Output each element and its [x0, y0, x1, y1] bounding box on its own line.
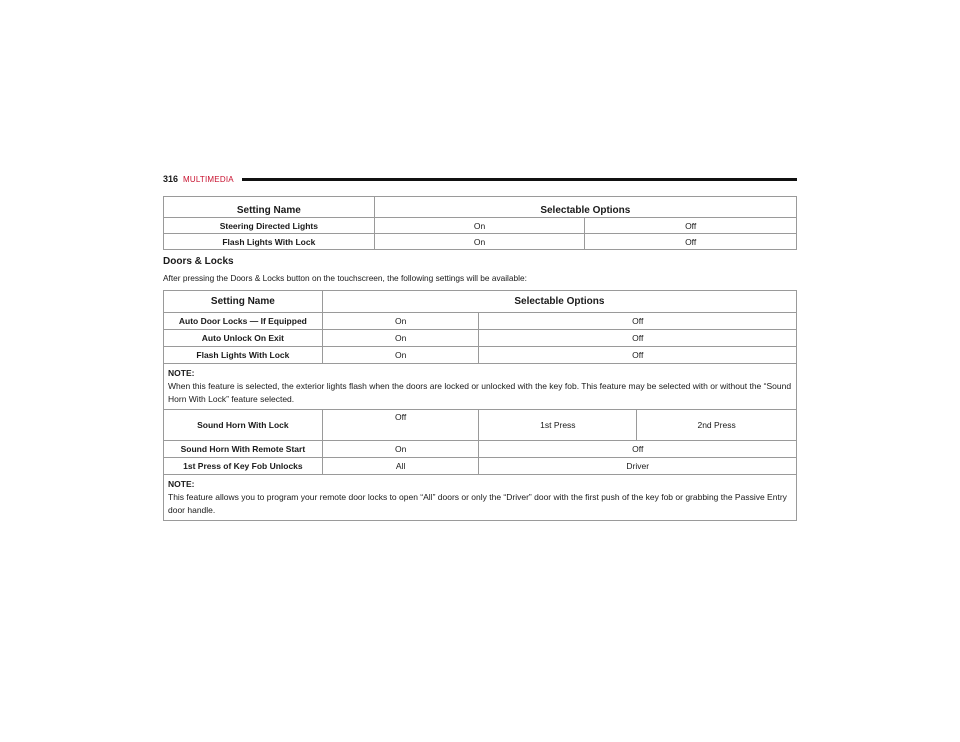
note-label: NOTE:: [168, 479, 195, 489]
table-row: [164, 234, 797, 250]
option-cell: Off: [479, 441, 797, 458]
setting-name-cell: Flash Lights With Lock: [164, 234, 375, 250]
table-row: [164, 313, 797, 330]
option-cell: On: [322, 347, 479, 364]
note-row: [164, 364, 797, 410]
option-cell: On: [374, 234, 585, 250]
option-cell: 2nd Press: [637, 410, 797, 441]
option-cell: Off: [479, 330, 797, 347]
option-cell: On: [374, 218, 585, 234]
note-cell: [164, 475, 797, 521]
setting-name-cell: Flash Lights With Lock: [164, 347, 323, 364]
setting-name-cell: 1st Press of Key Fob Unlocks: [164, 458, 323, 475]
option-cell: On: [322, 313, 479, 330]
note-row: [164, 475, 797, 521]
settings-table-doors-locks: [163, 290, 797, 521]
note-text: This feature allows you to program your remote door locks to open “All” doors or only the “Driver” door with the first push of the key fob or grabbing the Passive Entry door handle.: [168, 492, 787, 515]
note-label: NOTE:: [168, 368, 195, 378]
option-cell: Off: [479, 347, 797, 364]
page-header: [163, 172, 797, 186]
option-cell: On: [322, 330, 479, 347]
option-cell: On: [322, 441, 479, 458]
settings-table-lights: [163, 196, 797, 250]
column-header-setting-name: Setting Name: [164, 291, 323, 313]
table-header-row: [164, 291, 797, 313]
table-row: [164, 441, 797, 458]
table-row: [164, 347, 797, 364]
option-cell: Off: [322, 410, 479, 441]
setting-name-cell: Sound Horn With Remote Start: [164, 441, 323, 458]
table-row: [164, 218, 797, 234]
option-cell: Driver: [479, 458, 797, 475]
option-cell: All: [322, 458, 479, 475]
setting-name-cell: Steering Directed Lights: [164, 218, 375, 234]
section-title-doors-locks: Doors & Locks: [163, 256, 234, 267]
column-header-selectable-options: Selectable Options: [322, 291, 796, 313]
table-row: [164, 330, 797, 347]
table-row: [164, 410, 797, 441]
option-cell: Off: [585, 218, 797, 234]
setting-name-cell: Sound Horn With Lock: [164, 410, 323, 441]
setting-name-cell: Auto Unlock On Exit: [164, 330, 323, 347]
header-rule: [242, 178, 797, 181]
setting-name-cell: Auto Door Locks — If Equipped: [164, 313, 323, 330]
column-header-selectable-options: Selectable Options: [374, 197, 796, 218]
section-label: MULTIMEDIA: [183, 174, 234, 184]
note-cell: [164, 364, 797, 410]
page-number: 316: [163, 174, 179, 184]
note-text: When this feature is selected, the exterior lights flash when the doors are locked or unlocked with the key fob. This feature may be selected with or without the “Sound Horn With Lock” feature selected.: [168, 381, 792, 404]
option-cell: Off: [585, 234, 797, 250]
option-cell: 1st Press: [479, 410, 637, 441]
option-cell: Off: [479, 313, 797, 330]
section-intro-text: After pressing the Doors & Locks button on the touchscreen, the following settings will be available:: [163, 273, 527, 283]
table-header-row: [164, 197, 797, 218]
table-row: [164, 458, 797, 475]
column-header-setting-name: Setting Name: [164, 197, 375, 218]
